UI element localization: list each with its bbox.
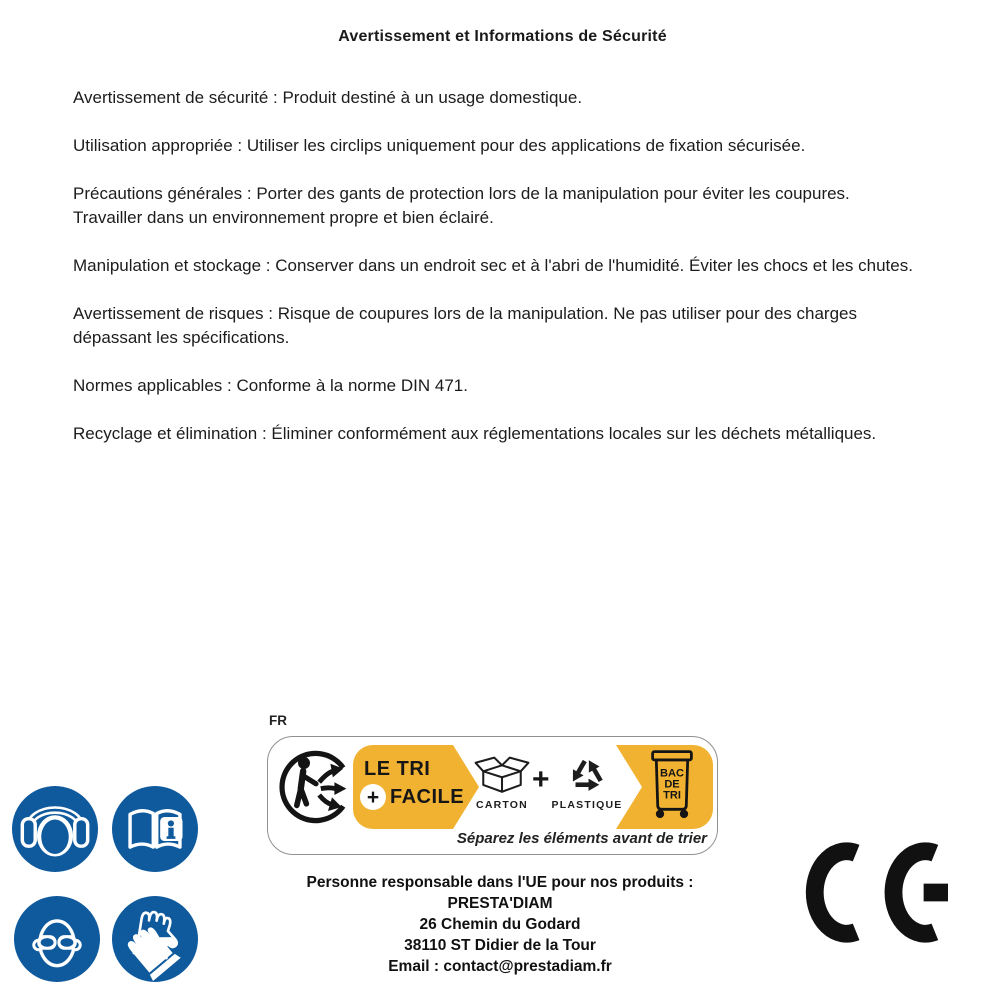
address-line-1: 26 Chemin du Godard (419, 916, 581, 933)
cardboard-box-icon (471, 750, 533, 796)
paragraph-risk-warning: Avertissement de risques : Risque de coupures lors de la manipulation. Ne pas utiliser pour des charges dépassant les spécifications. (73, 304, 857, 347)
wear-eye-protection-icon (14, 896, 100, 982)
sorting-tagline: Séparez les éléments avant de trier (456, 830, 707, 847)
safety-text-block (73, 86, 918, 470)
headline-le-tri: LE TRI (364, 758, 431, 780)
paragraph-safety-warning: Avertissement de sécurité : Produit destiné à un usage domestique. (73, 88, 583, 107)
address-line-2: 38110 ST Didier de la Tour (404, 937, 596, 954)
sorting-bin-icon (648, 746, 696, 820)
contact-email: Email : contact@prestadiam.fr (388, 958, 612, 975)
paragraph-applicable-standards: Normes applicables : Conforme à la norme DIN 471. (73, 376, 468, 395)
country-code-label: FR (269, 713, 287, 728)
triman-icon (276, 745, 356, 829)
page-title: Avertissement et Informations de Sécurité (338, 28, 667, 45)
headline-facile: FACILE (390, 786, 465, 808)
wear-protective-gloves-icon (112, 896, 198, 982)
bin-text-de: DE (664, 778, 680, 791)
paragraph-recycling-disposal: Recyclage et élimination : Éliminer conformément aux réglementations locales sur les déchets métalliques. (73, 424, 877, 443)
material-carton-label: CARTON (476, 799, 528, 811)
wear-ear-protection-icon (12, 786, 98, 872)
eu-responsible-block (250, 872, 750, 977)
paragraph-appropriate-use: Utilisation appropriée : Utiliser les circlips uniquement pour des applications de fixation sécurisée. (73, 136, 806, 155)
responsible-intro: Personne responsable dans l'UE pour nos produits : (306, 874, 694, 891)
recycling-sorting-label (267, 736, 718, 855)
bin-text-tri: TRI (663, 789, 681, 802)
paragraph-general-precautions: Précautions générales : Porter des gants de protection lors de la manipulation pour éviter les coupures. Travailler dans un environnement propre et bien éclairé. (73, 184, 850, 227)
material-plastique-label: PLASTIQUE (551, 799, 623, 811)
ce-marking (798, 840, 948, 945)
plus-separator: + (532, 763, 550, 796)
plastic-recycling-icon (562, 751, 612, 797)
read-instruction-manual-icon (112, 786, 198, 872)
company-name: PRESTA'DIAM (447, 895, 553, 912)
plus-badge: + (360, 784, 386, 810)
paragraph-handling-storage: Manipulation et stockage : Conserver dans un endroit sec et à l'abri de l'humidité. Éviter les chocs et les chutes. (73, 256, 913, 275)
bin-text-bac: BAC (660, 767, 684, 780)
